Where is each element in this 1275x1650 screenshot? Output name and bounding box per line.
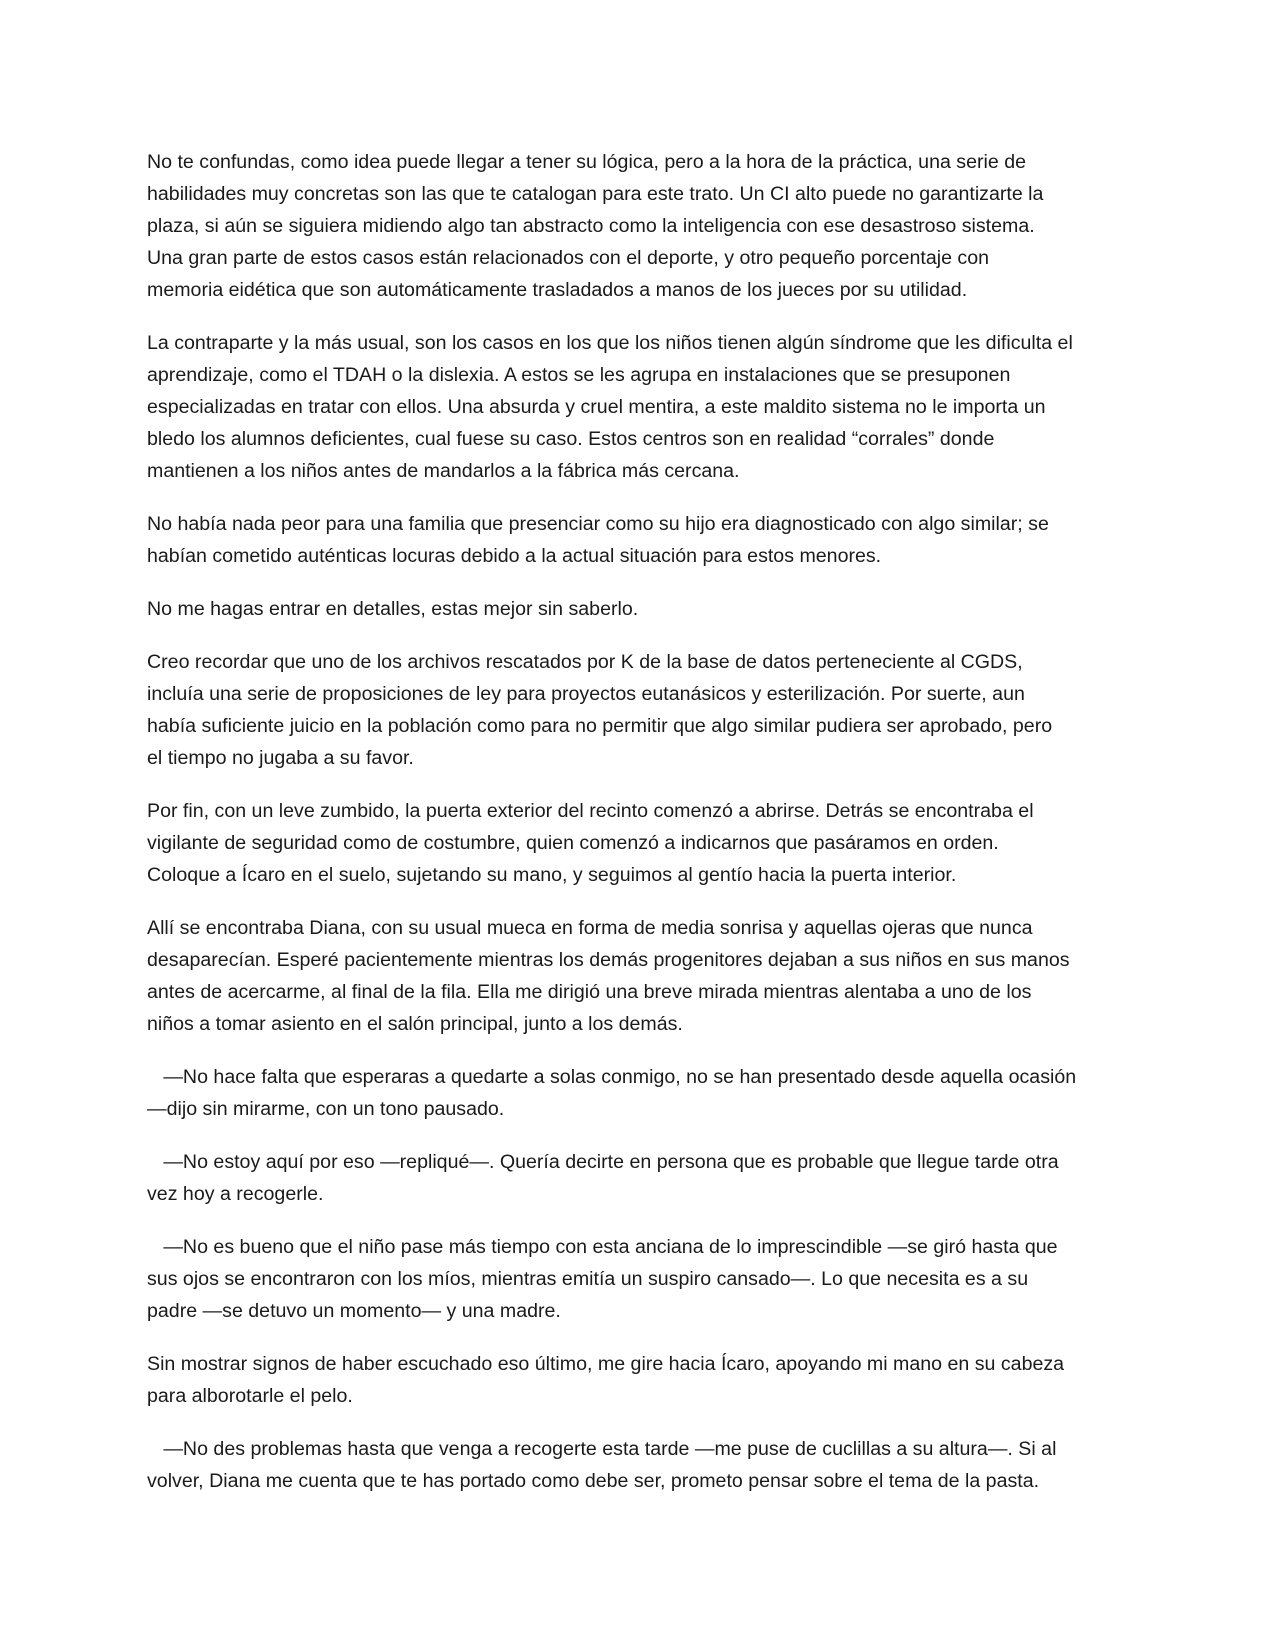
text-line: incluía una serie de proposiciones de ley para proyectos eutanásicos y esterilización. Por suerte, aun <box>147 683 1025 705</box>
paragraph <box>147 795 1137 891</box>
document-page <box>147 146 1137 1518</box>
text-line: —dijo sin mirarme, con un tono pausado. <box>147 1098 505 1120</box>
text-line: bledo los alumnos deficientes, cual fuese su caso. Estos centros son en realidad “corrales” donde <box>147 428 995 450</box>
paragraph <box>147 508 1137 572</box>
text-line: La contraparte y la más usual, son los casos en los que los niños tienen algún síndrome que les dificulta el <box>147 332 1073 354</box>
text-line: Creo recordar que uno de los archivos rescatados por K de la base de datos perteneciente al CGDS, <box>147 651 1023 673</box>
text-line: padre —se detuvo un momento— y una madre. <box>147 1300 561 1322</box>
paragraph <box>147 912 1137 1040</box>
text-line: había suficiente juicio en la población como para no permitir que algo similar pudiera ser aprobado, pero <box>147 715 1053 737</box>
paragraph <box>147 327 1137 487</box>
text-line: vez hoy a recogerle. <box>147 1183 324 1205</box>
text-line: antes de acercarme, al final de la fila. Ella me dirigió una breve mirada mientras alentaba a uno de los <box>147 981 1032 1003</box>
text-line: mantienen a los niños antes de mandarlos a la fábrica más cercana. <box>147 460 740 482</box>
text-line: vigilante de seguridad como de costumbre, quien comenzó a indicarnos que pasáramos en orden. <box>147 832 999 854</box>
text-line: No me hagas entrar en detalles, estas mejor sin saberlo. <box>147 598 639 620</box>
text-line: —No hace falta que esperaras a quedarte a solas conmigo, no se han presentado desde aquella ocasión <box>147 1066 1077 1088</box>
text-line: plaza, si aún se siguiera midiendo algo tan abstracto como la inteligencia con ese desastroso sistema. <box>147 215 1035 237</box>
paragraph <box>147 1146 1137 1210</box>
paragraph <box>147 1433 1137 1497</box>
text-line: el tiempo no jugaba a su favor. <box>147 747 414 769</box>
text-line: Una gran parte de estos casos están relacionados con el deporte, y otro pequeño porcentaje con <box>147 247 989 269</box>
text-line: memoria eidética que son automáticamente trasladados a manos de los jueces por su utilidad. <box>147 279 968 301</box>
text-line: volver, Diana me cuenta que te has portado como debe ser, prometo pensar sobre el tema de la pasta. <box>147 1470 1040 1492</box>
paragraph <box>147 1231 1137 1327</box>
text-line: Allí se encontraba Diana, con su usual mueca en forma de media sonrisa y aquellas ojeras que nunca <box>147 917 1033 939</box>
text-line: habían cometido auténticas locuras debido a la actual situación para estos menores. <box>147 545 882 567</box>
text-line: Sin mostrar signos de haber escuchado eso último, me gire hacia Ícaro, apoyando mi mano en su cabeza <box>147 1353 1065 1375</box>
text-line: niños a tomar asiento en el salón principal, junto a los demás. <box>147 1013 683 1035</box>
text-line: sus ojos se encontraron con los míos, mientras emitía un suspiro cansado—. Lo que necesita es a su <box>147 1268 1029 1290</box>
paragraph <box>147 146 1137 306</box>
paragraph <box>147 1348 1137 1412</box>
text-line: No había nada peor para una familia que presenciar como su hijo era diagnosticado con algo similar; se <box>147 513 1049 535</box>
paragraph <box>147 593 1137 625</box>
text-line: habilidades muy concretas son las que te catalogan para este trato. Un CI alto puede no garantizarte la <box>147 183 1044 205</box>
paragraph <box>147 1061 1137 1125</box>
text-line: —No estoy aquí por eso —repliqué—. Quería decirte en persona que es probable que llegue tarde otra <box>147 1151 1059 1173</box>
text-line: aprendizaje, como el TDAH o la dislexia. A estos se les agrupa en instalaciones que se presuponen <box>147 364 1011 386</box>
text-line: Por fin, con un leve zumbido, la puerta exterior del recinto comenzó a abrirse. Detrás se encontraba el <box>147 800 1034 822</box>
text-line: —No es bueno que el niño pase más tiempo con esta anciana de lo imprescindible —se giró hasta que <box>147 1236 1058 1258</box>
text-line: No te confundas, como idea puede llegar a tener su lógica, pero a la hora de la práctica, una serie de <box>147 151 1027 173</box>
text-line: Coloque a Ícaro en el suelo, sujetando su mano, y seguimos al gentío hacia la puerta interior. <box>147 864 957 886</box>
text-line: desaparecían. Esperé pacientemente mientras los demás progenitores dejaban a sus niños en sus manos <box>147 949 1070 971</box>
paragraph <box>147 646 1137 774</box>
text-line: especializadas en tratar con ellos. Una absurda y cruel mentira, a este maldito sistema no le importa un <box>147 396 1046 418</box>
text-line: para alborotarle el pelo. <box>147 1385 353 1407</box>
text-line: —No des problemas hasta que venga a recogerte esta tarde —me puse de cuclillas a su altura—. Si al <box>147 1438 1057 1460</box>
